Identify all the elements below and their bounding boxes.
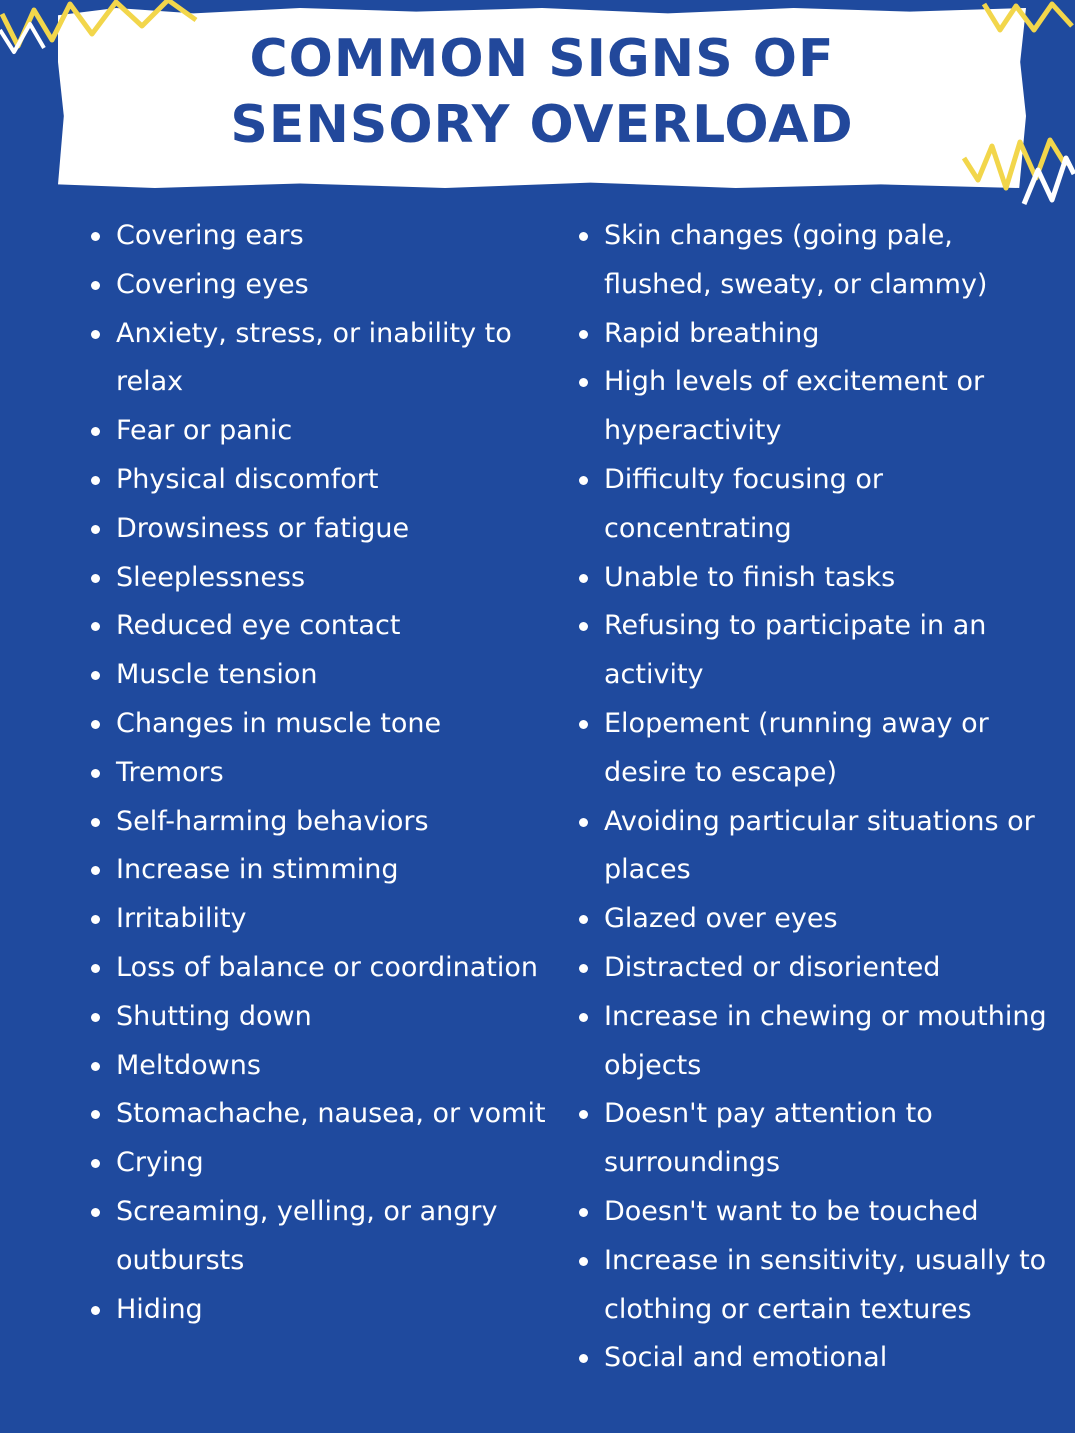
list-item: Reduced eye contact <box>116 602 556 651</box>
list-item: Crying <box>116 1139 556 1188</box>
list-item: Screaming, yelling, or angry outbursts <box>116 1188 556 1286</box>
list-item: Unable to finish tasks <box>604 554 1064 603</box>
list-item: Self-harming behaviors <box>116 798 556 847</box>
zigzag-decoration-right <box>960 118 1075 218</box>
list-item: Physical discomfort <box>116 456 556 505</box>
signs-list-left <box>116 212 556 1334</box>
list-item: Avoiding particular situations or places <box>604 798 1064 896</box>
list-item: Doesn't want to be touched <box>604 1188 1064 1237</box>
list-item: Skin changes (going pale, flushed, sweaty, or clammy) <box>604 212 1064 310</box>
list-item: Drowsiness or fatigue <box>116 505 556 554</box>
title-line-2: SENSORY OVERLOAD <box>230 95 854 155</box>
list-item: Tremors <box>116 749 556 798</box>
list-item: Increase in chewing or mouthing objects <box>604 993 1064 1091</box>
list-item: Sleeplessness <box>116 554 556 603</box>
list-item: Covering ears <box>116 212 556 261</box>
list-item: Elopement (running away or desire to escape) <box>604 700 1064 798</box>
list-item: Muscle tension <box>116 651 556 700</box>
list-item: Stomachache, nausea, or vomit <box>116 1090 556 1139</box>
list-item: Distracted or disoriented <box>604 944 1064 993</box>
list-item: Refusing to participate in an activity <box>604 602 1064 700</box>
list-item: Irritability <box>116 895 556 944</box>
list-item: Rapid breathing <box>604 310 1064 359</box>
list-item: Anxiety, stress, or inability to relax <box>116 310 556 408</box>
list-item: Changes in muscle tone <box>116 700 556 749</box>
list-item: Fear or panic <box>116 407 556 456</box>
list-item: Doesn't pay attention to surroundings <box>604 1090 1064 1188</box>
zigzag-decoration-top-left <box>0 0 220 60</box>
list-item: Loss of balance or coordination <box>116 944 556 993</box>
title-line-1: COMMON SIGNS OF <box>249 29 835 89</box>
list-item: Social and emotional <box>604 1334 1064 1383</box>
list-item: Covering eyes <box>116 261 556 310</box>
list-item: High levels of excitement or hyperactivity <box>604 358 1064 456</box>
signs-list-right <box>604 212 1064 1383</box>
list-item: Increase in sensitivity, usually to clothing or certain textures <box>604 1237 1064 1335</box>
list-item: Hiding <box>116 1286 556 1335</box>
zigzag-decoration-top-right <box>980 0 1075 40</box>
list-item: Glazed over eyes <box>604 895 1064 944</box>
list-item: Increase in stimming <box>116 846 556 895</box>
list-item: Difficulty focusing or concentrating <box>604 456 1064 554</box>
list-item: Shutting down <box>116 993 556 1042</box>
list-item: Meltdowns <box>116 1042 556 1091</box>
